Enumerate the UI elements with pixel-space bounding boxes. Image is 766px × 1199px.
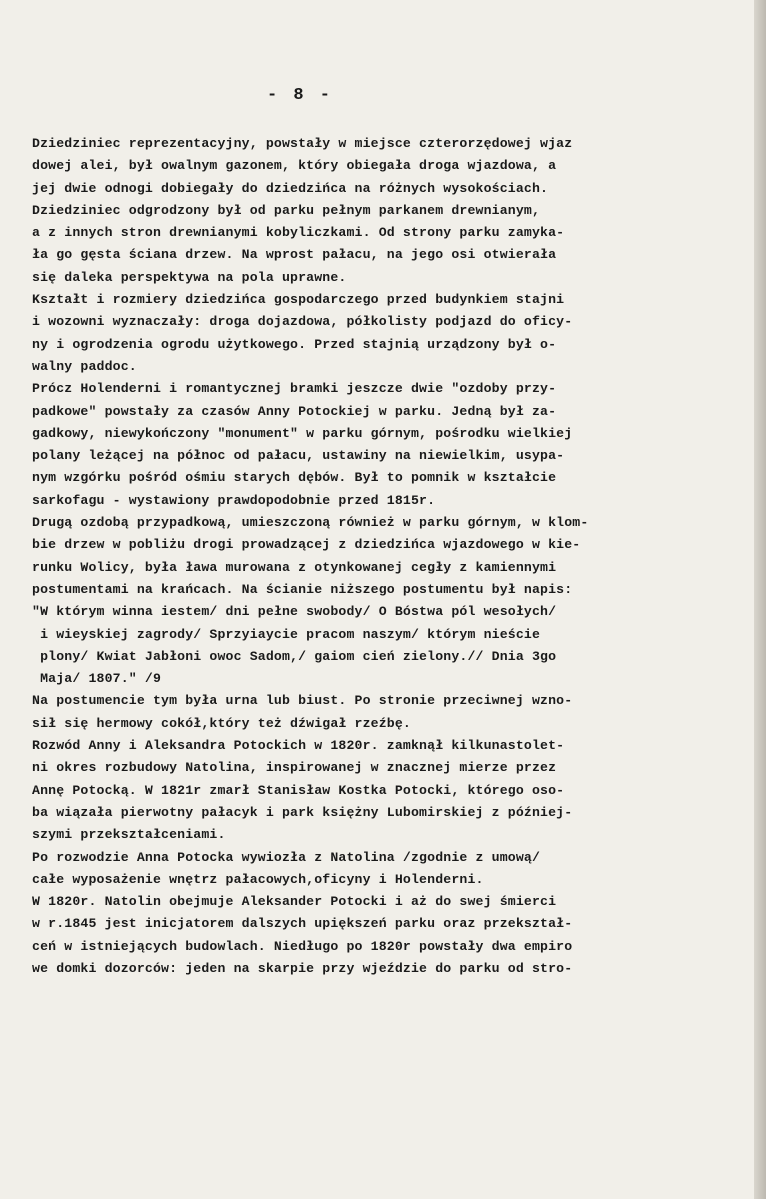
text-line: ceń w istniejących budowlach. Niedługo po 1820r powstały dwa empiro: [32, 938, 573, 954]
text-line: gadkowy, niewykończony "monument" w parku górnym, pośrodku wielkiej: [32, 425, 573, 441]
text-line: Drugą ozdobą przypadkową, umieszczoną również w parku górnym, w klom-: [32, 515, 589, 531]
text-line: dowej alei, był owalnym gazonem, który obiegała droga wjazdowa, a: [32, 158, 557, 174]
text-line: i wozowni wyznaczały: droga dojazdowa, półkolisty podjazd do oficy-: [32, 314, 573, 330]
text-line: się daleka perspektywa na pola uprawne.: [32, 269, 347, 285]
text-line: nym wzgórku pośród ośmiu starych dębów. Był to pomnik w kształcie: [32, 470, 557, 486]
text-line: Po rozwodzie Anna Potocka wywiozła z Natolina /zgodnie z umową/: [32, 849, 541, 865]
text-line: a z innych stron drewnianymi kobyliczkami. Od strony parku zamyka-: [32, 225, 565, 241]
text-line: ny i ogrodzenia ogrodu użytkowego. Przed stajnią urządzony był o-: [32, 336, 557, 352]
text-line: plony/ Kwiat Jabłoni owoc Sadom,/ gaiom cień zielony.// Dnia 3go: [32, 648, 557, 664]
text-line: W 1820r. Natolin obejmuje Aleksander Potocki i aż do swej śmierci: [32, 894, 557, 910]
page-edge: [754, 0, 766, 1199]
text-line: szymi przekształceniami.: [32, 827, 226, 843]
text-line: i wieyskiej zagrody/ Sprzyiaycie pracom naszym/ którym nieście: [32, 626, 541, 642]
text-line: "W którym winna iestem/ dni pełne swobody/ O Bóstwa pól wesołych/: [32, 604, 557, 620]
text-line: Dziedziniec odgrodzony był od parku pełnym parkanem drewnianym,: [32, 202, 541, 218]
text-line: Maja/ 1807." /9: [32, 671, 162, 687]
text-line: ni okres rozbudowy Natolina, inspirowanej w znacznej mierze przez: [32, 760, 557, 776]
text-line: polany leżącej na północ od pałacu, ustawiny na niewielkim, usypa-: [32, 448, 565, 464]
text-line: w r.1845 jest inicjatorem dalszych upiększeń parku oraz przekształ-: [32, 916, 573, 932]
text-line: ła go gęsta ściana drzew. Na wprost pałacu, na jego osi otwierała: [32, 247, 557, 263]
text-line: ba wiązała pierwotny pałacyk i park księżny Lubomirskiej z później-: [32, 804, 573, 820]
text-line: walny paddoc.: [32, 358, 137, 374]
text-line: postumentami na krańcach. Na ścianie niższego postumentu był napis:: [32, 581, 573, 597]
text-line: całe wyposażenie wnętrz pałacowych,oficyny i Holenderni.: [32, 871, 484, 887]
text-line: we domki dozorców: jeden na skarpie przy wjeździe do parku od stro-: [32, 960, 573, 976]
text-line: Kształt i rozmiery dziedzińca gospodarczego przed budynkiem stajni: [32, 292, 565, 308]
text-line: sarkofagu - wystawiony prawdopodobnie przed 1815r.: [32, 492, 436, 508]
text-line: Prócz Holenderni i romantycznej bramki jeszcze dwie "ozdoby przy-: [32, 381, 557, 397]
text-line: Na postumencie tym była urna lub biust. Po stronie przeciwnej wzno-: [32, 693, 573, 709]
text-line: Dziedziniec reprezentacyjny, powstały w miejsce czterorzędowej wjaz: [32, 136, 573, 151]
text-line: Rozwód Anny i Aleksandra Potockich w 1820r. zamknął kilkunastolet-: [32, 738, 565, 754]
text-line: runku Wolicy, była ława murowana z otynkowanej cegły z kamiennymi: [32, 559, 557, 575]
body-text: [32, 133, 750, 980]
text-line: jej dwie odnogi dobiegały do dziedzińca na różnych wysokościach.: [32, 180, 549, 196]
text-line: Annę Potocką. W 1821r zmarł Stanisław Kostka Potocki, którego oso-: [32, 782, 565, 798]
text-line: sił się hermowy cokół,który też dźwigał rzeźbę.: [32, 715, 411, 731]
text-line: padkowe" powstały za czasów Anny Potockiej w parku. Jedną był za-: [32, 403, 557, 419]
text-line: bie drzew w pobliżu drogi prowadzącej z dziedzińca wjazdowego w kie-: [32, 537, 581, 553]
page-number: - 8 -: [266, 86, 333, 105]
